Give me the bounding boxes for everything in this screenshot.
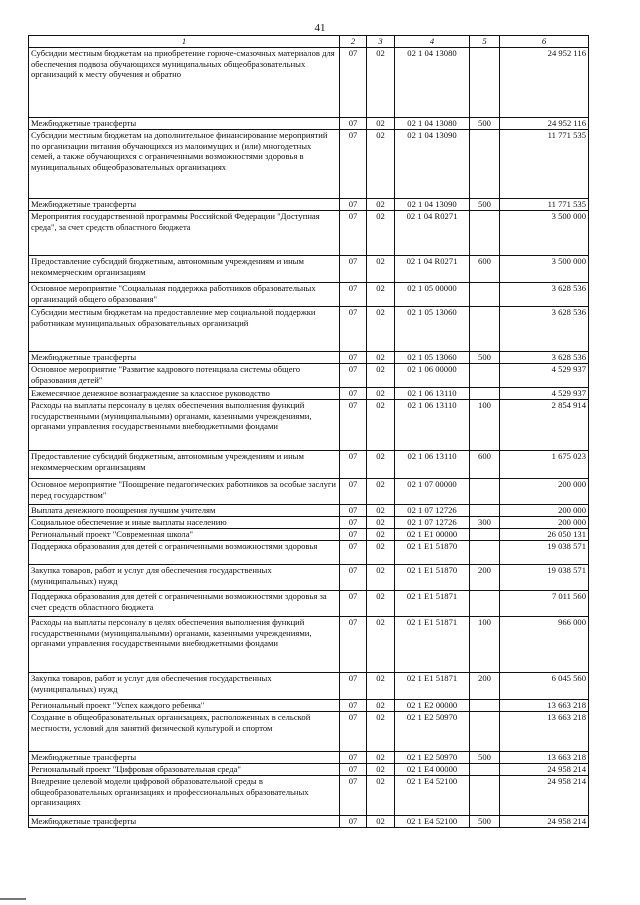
amount-cell: 4 529 937 [500,364,589,388]
table-row [29,517,589,529]
target-article-cell: 02 1 07 12726 [395,505,470,517]
amount-cell: 24 958 214 [500,776,589,816]
table-row [29,764,589,776]
table-row [29,541,589,565]
subsection-cell: 02 [367,505,395,517]
column-number-header: 2 [340,36,367,48]
section-cell: 07 [340,752,367,764]
target-article-cell: 02 1 E4 00000 [395,764,470,776]
amount-cell: 13 663 218 [500,712,589,752]
section-cell: 07 [340,388,367,400]
section-cell: 07 [340,48,367,118]
section-cell: 07 [340,400,367,451]
section-cell: 07 [340,118,367,130]
expense-type-cell: 300 [470,517,500,529]
subsection-cell: 02 [367,283,395,307]
target-article-cell: 02 1 E1 51870 [395,541,470,565]
section-cell: 07 [340,211,367,256]
expense-type-cell [470,541,500,565]
table-row [29,352,589,364]
table-row [29,776,589,816]
target-article-cell: 02 1 E1 51871 [395,591,470,617]
subsection-cell: 02 [367,479,395,505]
amount-cell: 3 500 000 [500,256,589,283]
subsection-cell: 02 [367,451,395,479]
target-article-cell: 02 1 04 R0271 [395,211,470,256]
target-article-cell: 02 1 05 13060 [395,352,470,364]
table-row [29,118,589,130]
target-article-cell: 02 1 E1 00000 [395,529,470,541]
section-cell: 07 [340,712,367,752]
subsection-cell: 02 [367,591,395,617]
section-cell: 07 [340,617,367,673]
item-name-cell: Закупка товаров, работ и услуг для обеспечения государственных (муниципальных) нужд [29,673,340,700]
scan-edge-mark [0,898,26,900]
item-name-cell: Поддержка образования для детей с ограниченными возможностями здоровья за счет средств областного бюджета [29,591,340,617]
subsection-cell: 02 [367,364,395,388]
item-name-cell: Основное мероприятие "Поощрение педагогических работников за особые заслуги перед государством" [29,479,340,505]
subsection-cell: 02 [367,816,395,828]
expense-type-cell: 500 [470,118,500,130]
item-name-cell: Выплата денежного поощрения лучшим учителям [29,505,340,517]
column-number-header: 6 [500,36,589,48]
column-number-header: 3 [367,36,395,48]
table-row [29,591,589,617]
subsection-cell: 02 [367,211,395,256]
item-name-cell: Ежемесячное денежное вознаграждение за классное руководство [29,388,340,400]
section-cell: 07 [340,307,367,352]
item-name-cell: Региональный проект "Успех каждого ребенка" [29,700,340,712]
target-article-cell: 02 1 06 13110 [395,400,470,451]
section-cell: 07 [340,451,367,479]
subsection-cell: 02 [367,776,395,816]
amount-cell: 3 500 000 [500,211,589,256]
target-article-cell: 02 1 04 13090 [395,130,470,199]
expense-type-cell [470,364,500,388]
section-cell: 07 [340,591,367,617]
subsection-cell: 02 [367,529,395,541]
amount-cell: 1 675 023 [500,451,589,479]
expense-type-cell [470,388,500,400]
expense-type-cell: 100 [470,617,500,673]
budget-table [28,35,589,828]
table-row [29,505,589,517]
target-article-cell: 02 1 04 R0271 [395,256,470,283]
subsection-cell: 02 [367,400,395,451]
item-name-cell: Предоставление субсидий бюджетным, автономным учреждениям и иным некоммерческим организациям [29,451,340,479]
table-row [29,816,589,828]
column-number-header: 4 [395,36,470,48]
item-name-cell: Поддержка образования для детей с ограниченными возможностями здоровья [29,541,340,565]
amount-cell: 13 663 218 [500,700,589,712]
table-row [29,364,589,388]
subsection-cell: 02 [367,307,395,352]
table-row [29,712,589,752]
table-row [29,307,589,352]
item-name-cell: Внедрение целевой модели цифровой образовательной среды в общеобразовательных организациях и профессиональных образовательных организациях [29,776,340,816]
item-name-cell: Основное мероприятие "Развитие кадрового потенциала системы общего образования детей" [29,364,340,388]
subsection-cell: 02 [367,673,395,700]
item-name-cell: Предоставление субсидий бюджетным, автономным учреждениям и иным некоммерческим организациям [29,256,340,283]
item-name-cell: Социальное обеспечение и иные выплаты населению [29,517,340,529]
table-row [29,479,589,505]
expense-type-cell: 200 [470,673,500,700]
item-name-cell: Межбюджетные трансферты [29,752,340,764]
item-name-cell: Региональный проект "Цифровая образовательная среда" [29,764,340,776]
expense-type-cell [470,591,500,617]
subsection-cell: 02 [367,388,395,400]
expense-type-cell: 200 [470,565,500,591]
expense-type-cell: 500 [470,352,500,364]
item-name-cell: Межбюджетные трансферты [29,816,340,828]
item-name-cell: Закупка товаров, работ и услуг для обеспечения государственных (муниципальных) нужд [29,565,340,591]
subsection-cell: 02 [367,617,395,673]
table-row [29,529,589,541]
amount-cell: 200 000 [500,479,589,505]
subsection-cell: 02 [367,700,395,712]
expense-type-cell [470,283,500,307]
expense-type-cell: 600 [470,256,500,283]
item-name-cell: Расходы на выплаты персоналу в целях обеспечения выполнения функций государственными (муниципальными) органами, казенными учреждениями, органами управления государственными внебюджетными фондами [29,617,340,673]
section-cell: 07 [340,529,367,541]
subsection-cell: 02 [367,752,395,764]
amount-cell: 4 529 937 [500,388,589,400]
table-row [29,283,589,307]
section-cell: 07 [340,816,367,828]
expense-type-cell: 100 [470,400,500,451]
amount-cell: 11 771 535 [500,199,589,211]
target-article-cell: 02 1 06 00000 [395,364,470,388]
amount-cell: 200 000 [500,505,589,517]
amount-cell: 19 038 571 [500,541,589,565]
section-cell: 07 [340,517,367,529]
target-article-cell: 02 1 05 13060 [395,307,470,352]
table-row [29,256,589,283]
column-number-header: 5 [470,36,500,48]
section-cell: 07 [340,283,367,307]
amount-cell: 3 628 536 [500,307,589,352]
expense-type-cell [470,211,500,256]
expense-type-cell [470,130,500,199]
item-name-cell: Межбюджетные трансферты [29,118,340,130]
amount-cell: 200 000 [500,517,589,529]
expense-type-cell [470,700,500,712]
section-cell: 07 [340,130,367,199]
expense-type-cell [470,479,500,505]
subsection-cell: 02 [367,565,395,591]
target-article-cell: 02 1 06 13110 [395,388,470,400]
section-cell: 07 [340,352,367,364]
section-cell: 07 [340,479,367,505]
amount-cell: 6 045 560 [500,673,589,700]
expense-type-cell: 500 [470,199,500,211]
amount-cell: 11 771 535 [500,130,589,199]
target-article-cell: 02 1 07 12726 [395,517,470,529]
amount-cell: 3 628 536 [500,352,589,364]
table-row [29,199,589,211]
table-row [29,673,589,700]
amount-cell: 2 854 914 [500,400,589,451]
target-article-cell: 02 1 04 13080 [395,48,470,118]
expense-type-cell [470,48,500,118]
table-row [29,565,589,591]
table-row [29,400,589,451]
table-row [29,388,589,400]
section-cell: 07 [340,565,367,591]
subsection-cell: 02 [367,199,395,211]
amount-cell: 13 663 218 [500,752,589,764]
column-number-row [29,36,589,48]
expense-type-cell: 500 [470,752,500,764]
subsection-cell: 02 [367,541,395,565]
table-row [29,211,589,256]
expense-type-cell [470,776,500,816]
target-article-cell: 02 1 E2 50970 [395,712,470,752]
amount-cell: 24 958 214 [500,816,589,828]
item-name-cell: Региональный проект "Современная школа" [29,529,340,541]
item-name-cell: Субсидии местным бюджетам на приобретение горюче-смазочных материалов для обеспечения подвоза обучающихся муниципальных общеобразовательных организаций к месту обучения и обратно [29,48,340,118]
section-cell: 07 [340,364,367,388]
target-article-cell: 02 1 05 00000 [395,283,470,307]
expense-type-cell [470,529,500,541]
section-cell: 07 [340,673,367,700]
amount-cell: 966 000 [500,617,589,673]
table-row [29,130,589,199]
column-number-header: 1 [29,36,340,48]
subsection-cell: 02 [367,712,395,752]
target-article-cell: 02 1 E1 51871 [395,617,470,673]
item-name-cell: Субсидии местным бюджетам на дополнительное финансирование мероприятий по организации питания обучающихся из малоимущих и (или) многодетных семей, а также обучающихся с ограниченными возможностями здоровья в муниципальных общеобразовательных организациях [29,130,340,199]
target-article-cell: 02 1 E4 52100 [395,816,470,828]
target-article-cell: 02 1 06 13110 [395,451,470,479]
item-name-cell: Межбюджетные трансферты [29,199,340,211]
expense-type-cell: 500 [470,816,500,828]
table-row [29,451,589,479]
page-number: 41 [314,22,326,34]
target-article-cell: 02 1 E1 51870 [395,565,470,591]
subsection-cell: 02 [367,118,395,130]
section-cell: 07 [340,256,367,283]
item-name-cell: Расходы на выплаты персоналу в целях обеспечения выполнения функций государственными (муниципальными) органами, казенными учреждениями, органами управления государственными внебюджетными фондами [29,400,340,451]
table-row [29,617,589,673]
section-cell: 07 [340,505,367,517]
item-name-cell: Мероприятия государственной программы Российской Федерации "Доступная среда", за счет средств областного бюджета [29,211,340,256]
amount-cell: 24 958 214 [500,764,589,776]
section-cell: 07 [340,776,367,816]
expense-type-cell [470,712,500,752]
item-name-cell: Создание в общеобразовательных организациях, расположенных в сельской местности, условий для занятий физической культурой и спортом [29,712,340,752]
amount-cell: 24 952 116 [500,48,589,118]
item-name-cell: Основное мероприятие "Социальная поддержка работников образовательных организаций общего образования" [29,283,340,307]
section-cell: 07 [340,700,367,712]
section-cell: 07 [340,199,367,211]
amount-cell: 24 952 116 [500,118,589,130]
subsection-cell: 02 [367,764,395,776]
subsection-cell: 02 [367,130,395,199]
expense-type-cell: 600 [470,451,500,479]
subsection-cell: 02 [367,352,395,364]
table-row [29,700,589,712]
amount-cell: 19 038 571 [500,565,589,591]
target-article-cell: 02 1 E1 51871 [395,673,470,700]
subsection-cell: 02 [367,517,395,529]
target-article-cell: 02 1 04 13090 [395,199,470,211]
target-article-cell: 02 1 E4 52100 [395,776,470,816]
expense-type-cell [470,505,500,517]
amount-cell: 3 628 536 [500,283,589,307]
table-row [29,752,589,764]
section-cell: 07 [340,764,367,776]
table-row [29,48,589,118]
subsection-cell: 02 [367,48,395,118]
target-article-cell: 02 1 E2 00000 [395,700,470,712]
target-article-cell: 02 1 07 00000 [395,479,470,505]
subsection-cell: 02 [367,256,395,283]
item-name-cell: Межбюджетные трансферты [29,352,340,364]
target-article-cell: 02 1 04 13080 [395,118,470,130]
amount-cell: 7 011 560 [500,591,589,617]
amount-cell: 26 050 131 [500,529,589,541]
item-name-cell: Субсидии местным бюджетам на предоставление мер социальной поддержки работникам муниципальных образовательных организаций [29,307,340,352]
section-cell: 07 [340,541,367,565]
expense-type-cell [470,307,500,352]
target-article-cell: 02 1 E2 50970 [395,752,470,764]
expense-type-cell [470,764,500,776]
